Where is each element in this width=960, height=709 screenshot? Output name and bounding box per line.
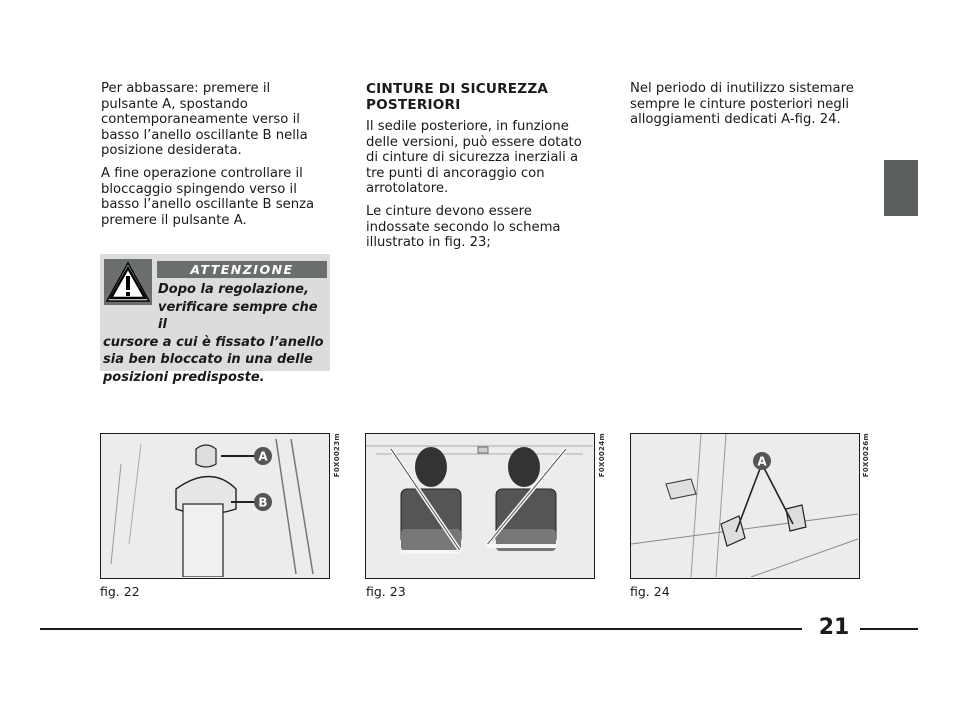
heading-line: CINTURE DI SICUREZZA [366,81,549,97]
figure-code: F0X0024m [598,433,606,478]
figure-code: F0X0026m [862,433,870,478]
figure-24-illustration [630,433,860,579]
paragraph: Nel periodo di inutilizzo sistemare sempre le cinture posteriori negli alloggiamenti dedicati A-fig. 24. [630,81,854,128]
warning-line: cursore a cui è fissato l’anello sia ben bloccato in una delle posizioni predisposte. [103,334,324,385]
figure-label-b: B [258,495,268,510]
figure-label-a: A [757,454,767,469]
figure-caption: fig. 23 [366,584,406,599]
page-number: 21 [818,615,850,640]
paragraph: Il sedile posteriore, in funzione delle versioni, può essere dotato di cinture di sicurezza inerziali a tre punti di ancoraggio con arrotolatore. [366,119,582,197]
warning-line: verificare sempre che il [158,299,318,332]
paragraph: A fine operazione controllare il bloccaggio spingendo verso il basso l’anello oscillante B senza premere il pulsante A. [101,165,315,228]
paragraph: Le cinture devono essere indossate secondo lo schema illustrato in fig. 23; [366,203,561,251]
paragraph: Per abbassare: premere il pulsante A, spostando contemporaneamente verso il basso l’anello oscillante B nella posizione desiderata. [101,81,308,159]
column-right [630,81,860,135]
figure-23-illustration [365,433,595,579]
column-left [101,81,331,235]
section-heading [366,81,598,113]
footer-rule [40,628,802,630]
chapter-side-tab [884,160,918,216]
warning-title: ATTENZIONE [157,261,327,278]
warning-line: Dopo la regolazione, [158,282,309,297]
figure-code: F0X0023m [333,433,341,478]
figure-caption: fig. 22 [100,584,140,599]
figure-label-a: A [258,449,268,464]
heading-line: POSTERIORI [366,97,461,113]
figure-22-illustration [100,433,330,579]
warning-text [103,281,327,386]
figure-caption: fig. 24 [630,584,670,599]
footer-rule [860,628,918,630]
column-middle [366,81,598,258]
warning-box [100,254,330,385]
